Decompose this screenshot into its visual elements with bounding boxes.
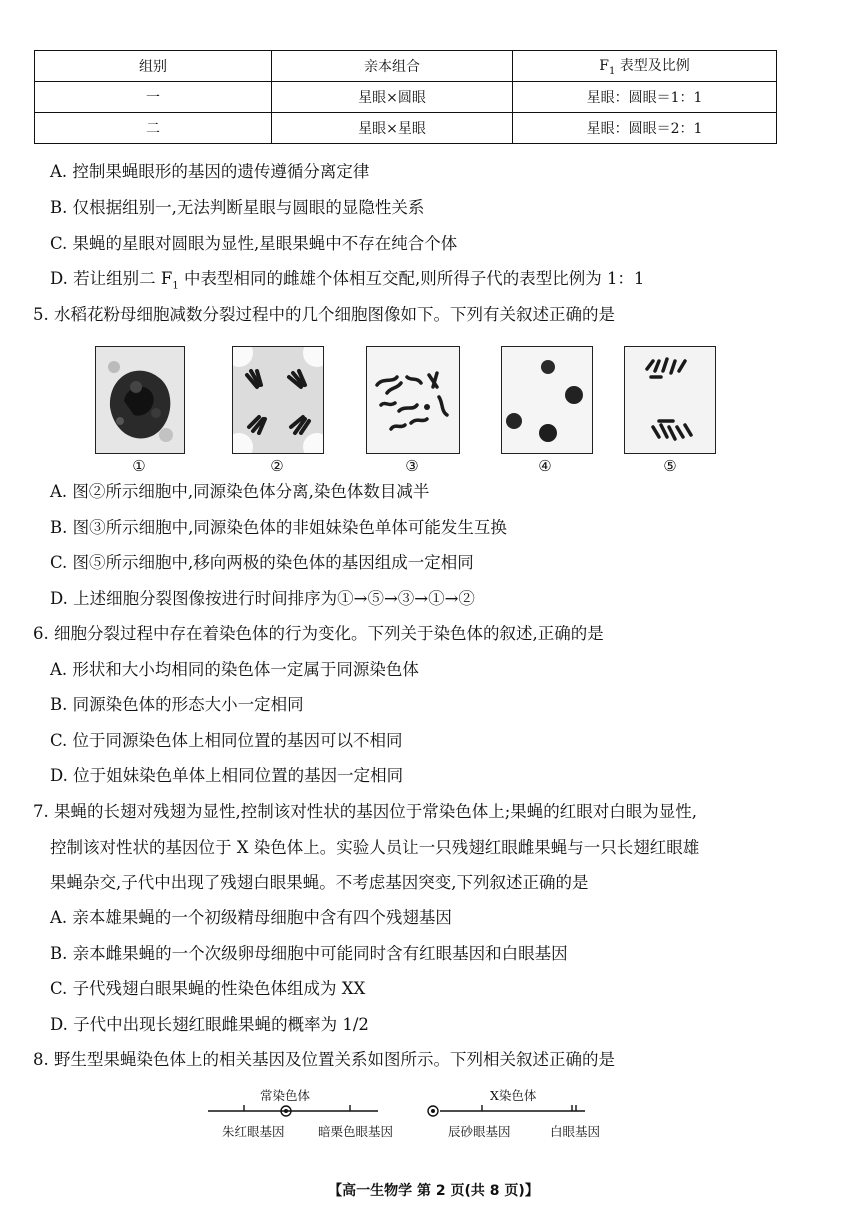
cross-results-table — [34, 50, 777, 144]
q5-option-a: A. 图②所示细胞中,同源染色体分离,染色体数目减半 — [50, 482, 430, 501]
q6-option-c: C. 位于同源染色体上相同位置的基因可以不相同 — [50, 731, 403, 750]
q4-option-b: B. 仅根据组别一,无法判断星眼与圆眼的显隐性关系 — [50, 198, 425, 217]
q7-option-d: D. 子代中出现长翅红眼雌果蝇的概率为 1/2 — [50, 1015, 369, 1034]
q6-option-b: B. 同源染色体的形态大小一定相同 — [50, 695, 304, 714]
figure-label-3: ③ — [405, 457, 419, 475]
gene-label-cinnabar: 辰砂眼基因 — [448, 1124, 511, 1139]
table-cell: 二 — [35, 113, 272, 144]
table-row — [35, 113, 777, 144]
micrograph-4 — [501, 346, 593, 454]
q4-option-d: D. 若让组别二 $F_1$ 中表型相同的雌雄个体相互交配,则所得子代的表型比例为 1：1 — [50, 269, 645, 292]
q7-option-b: B. 亲本雌果蝇的一个次级卵母细胞中可能同时含有红眼基因和白眼基因 — [50, 944, 568, 963]
gene-label-white-eye: 白眼基因 — [550, 1124, 601, 1139]
chromosome-diagram — [200, 1100, 600, 1122]
table-cell: 星眼：圆眼＝2：1 — [513, 113, 777, 144]
q7-stem-line-3: 果蝇杂交,子代中出现了残翅白眼果蝇。不考虑基因突变,下列叙述正确的是 — [50, 873, 589, 892]
micrograph-3 — [366, 346, 460, 454]
gene-label-vermilion: 朱红眼基因 — [222, 1124, 285, 1139]
micrograph-5 — [624, 346, 716, 454]
q7-stem-line-2: 控制该对性状的基因位于 X 染色体上。实验人员让一只残翅红眼雌果蝇与一只长翅红眼雄 — [50, 838, 700, 857]
q8-stem: 8. 野生型果蝇染色体上的相关基因及位置关系如图所示。下列相关叙述正确的是 — [33, 1050, 615, 1069]
q7-stem-line-1: 7. 果蝇的长翅对残翅为显性,控制该对性状的基因位于常染色体上;果蝇的红眼对白眼为显性, — [33, 802, 698, 821]
x-chromosome-title: X染色体 — [490, 1088, 537, 1103]
figure-label-4: ④ — [538, 457, 552, 475]
q7-option-a: A. 亲本雄果蝇的一个初级精母细胞中含有四个残翅基因 — [50, 908, 452, 927]
table-cell: 星眼×圆眼 — [272, 82, 513, 113]
header-group: 组别 — [35, 51, 272, 82]
q6-option-d: D. 位于姐妹染色单体上相同位置的基因一定相同 — [50, 766, 404, 785]
header-parents: 亲本组合 — [272, 51, 513, 82]
gene-label-cinnabar-dark: 暗栗色眼基因 — [318, 1124, 394, 1139]
q5-stem: 5. 水稻花粉母细胞减数分裂过程中的几个细胞图像如下。下列有关叙述正确的是 — [33, 305, 615, 324]
q5-option-b: B. 图③所示细胞中,同源染色体的非姐妹染色单体可能发生互换 — [50, 518, 507, 537]
q5-option-c: C. 图⑤所示细胞中,移向两极的染色体的基因组成一定相同 — [50, 553, 474, 572]
page-footer: 【高一生物学 第 2 页(共 8 页)】 — [328, 1183, 539, 1199]
q5-option-d: D. 上述细胞分裂图像按进行时间排序为①→⑤→③→①→② — [50, 589, 475, 608]
table-header-row — [35, 51, 777, 82]
figure-label-2: ② — [270, 457, 284, 475]
figure-label-5: ⑤ — [663, 457, 677, 475]
q7-option-c: C. 子代残翅白眼果蝇的性染色体组成为 XX — [50, 979, 366, 998]
table-cell: 一 — [35, 82, 272, 113]
q4-option-a: A. 控制果蝇眼形的基因的遗传遵循分离定律 — [50, 162, 370, 181]
autosome-title: 常染色体 — [260, 1088, 311, 1103]
table-row — [35, 82, 777, 113]
header-f1: $F_1$ 表型及比例 — [513, 51, 777, 82]
q6-option-a: A. 形状和大小均相同的染色体一定属于同源染色体 — [50, 660, 419, 679]
micrograph-1 — [95, 346, 185, 454]
figure-label-1: ① — [132, 457, 146, 475]
table-cell: 星眼：圆眼＝1：1 — [513, 82, 777, 113]
micrograph-2 — [232, 346, 324, 454]
q4-option-c: C. 果蝇的星眼对圆眼为显性,星眼果蝇中不存在纯合个体 — [50, 234, 458, 253]
q6-stem: 6. 细胞分裂过程中存在着染色体的行为变化。下列关于染色体的叙述,正确的是 — [33, 624, 604, 643]
table-cell: 星眼×星眼 — [272, 113, 513, 144]
